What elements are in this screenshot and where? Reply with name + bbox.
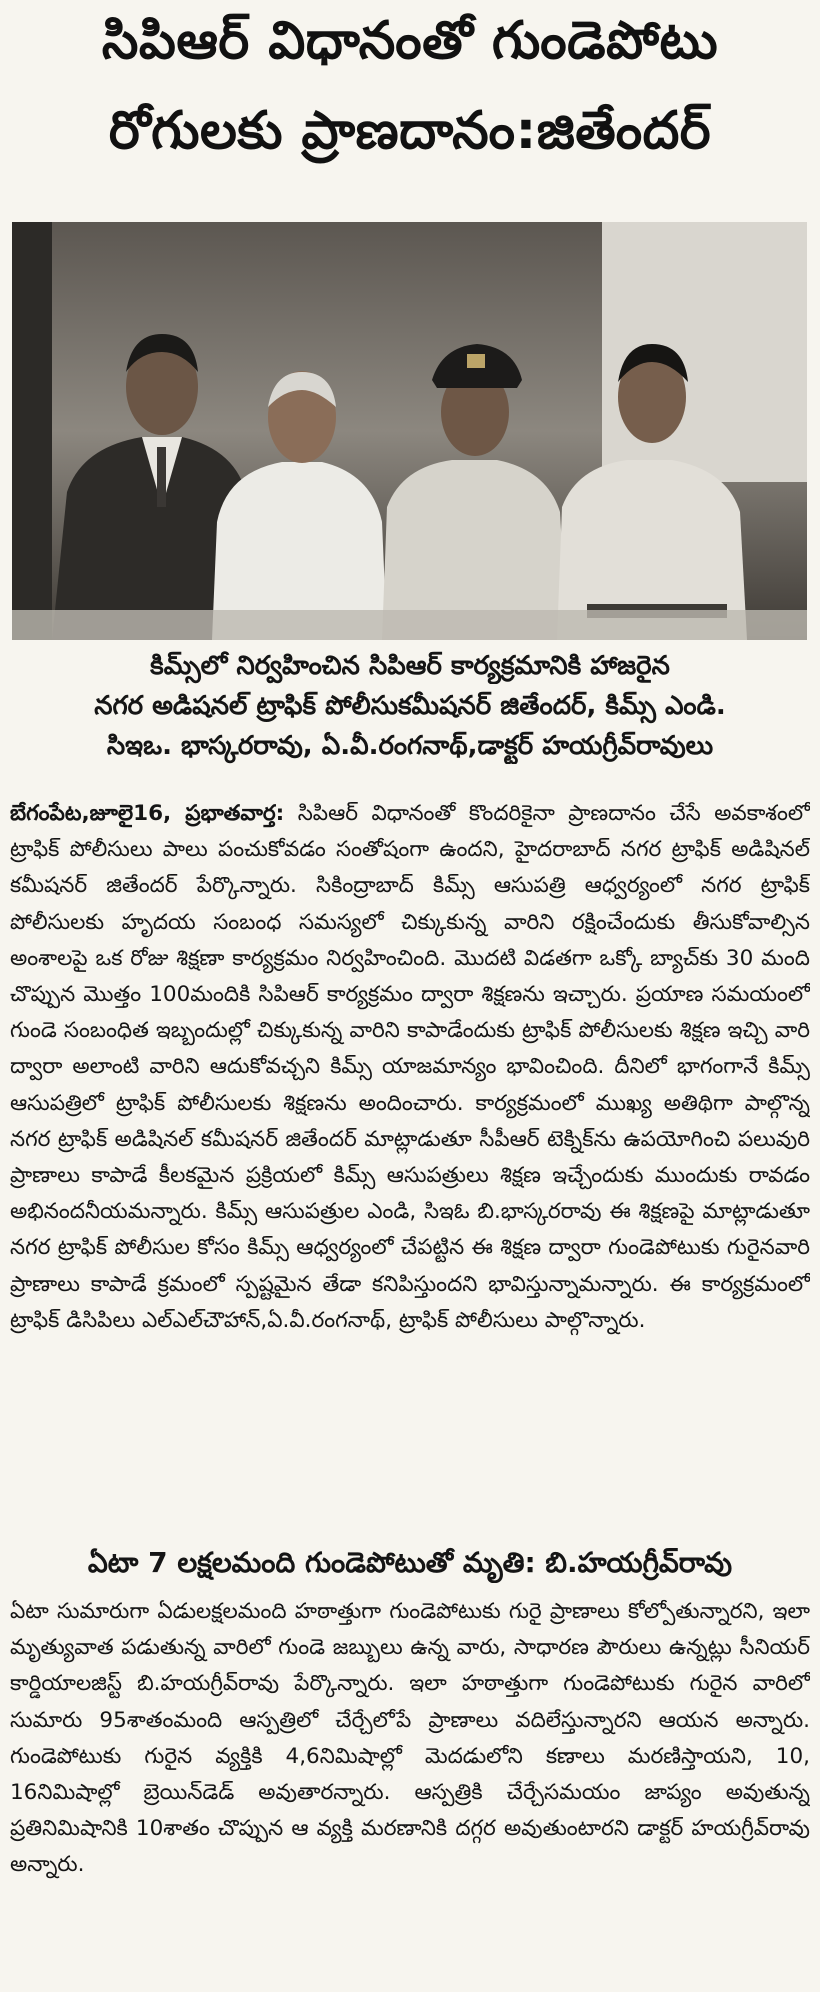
article-paragraph-1 [10,796,810,1534]
headline-line-1: సిపిఆర్ విధానంతో గుండెపోటు [101,11,719,71]
article-paragraph-2: ఏటా సుమారుగా ఏడులక్షలమంది హఠాత్తుగా గుండెపోటుకు గురై ప్రాణాలు కోల్పోతున్నారని, ఇలా మృత్యువాత పడుతున్న వారిలో గుండె జబ్బులు ఉన్న వారు, సాధారణ పౌరులు ఉన్నట్లు సీనియర్ కార్డియాలజిస్ట్ బి.హయగ్రీవ్‌రావు పేర్కొన్నారు. ఇలా హఠాత్తుగా గుండెపోటుకు గురైన వారిలో సుమారు 95శాతంమంది ఆస్పత్రిలో చేర్చేలోపే ప్రాణాలు వదిలేస్తున్నారని ఆయన అన్నారు. గుండెపోటుకు గురైన వ్యక్తికి 4,6నిమిషాల్లో మెదడులోని కణాలు మరణిస్తాయని, 10, 16నిమిషాల్లో బ్రెయిన్‌డెడ్ అవుతారన్నారు. ఆస్పత్రికి చేర్చేసమయం జాప్యం అవుతున్న ప్రతినిమిషానికి 10శాతం చొప్పున ఆ వ్యక్తి మరణానికి దగ్గర అవుతుంటారని డాక్టర్ హయగ్రీవ్‌రావు అన్నారు. [10,1599,810,1878]
photo-caption-line-3: సిఇఒ. భాస్కరరావు, ఏ.వీ.రంగనాథ్,డాక్టర్ హయగ్రీవ్‌రావులు [106,731,714,761]
headline-line-2: రోగులకు ప్రాణదానం:జితేందర్ [108,101,712,161]
article-dateline: బేగంపేట,జూలై16, ప్రభాతవార్త: [10,801,285,826]
article-subheading: ఏటా 7 లక్షలమంది గుండెపోటుతో మృతి: బి.హయగ్రీవ్‌రావు [87,1546,733,1579]
news-photo [12,222,807,640]
photo-caption-line-1: కిమ్స్‌లో నిర్వహించిన సిపిఆర్ కార్యక్రమానికి హాజరైన [150,651,670,681]
photo-caption-line-2: నగర అడిషనల్ ట్రాఫిక్ పోలీసుకమీషనర్ జితేందర్, కిమ్స్ ఎండి. [94,691,726,721]
person-group-photo-icon [12,222,807,640]
article-body-1: సిపిఆర్ విధానంతో కొందరికైనా ప్రాణదానం చేసే అవకాశంలో ట్రాఫిక్ పోలీసులు పాలు పంచుకోవడం సంతోషంగా ఉందని, హైదరాబాద్ నగర ట్రాఫిక్ అడిషినల్ కమీషనర్ జితేందర్ పేర్కొన్నారు. సికింద్రాబాద్ కిమ్స్ ఆసుపత్రి ఆధ్వర్యంలో నగర ట్రాఫిక్ పోలీసులకు హృదయ సంబంధ సమస్యలో చిక్కుకున్న వారిని రక్షించేందుకు తీసుకోవాల్సిన అంశాలపై ఒక రోజు శిక్షణా కార్యక్రమం నిర్వహించింది. మొదటి విడతగా ఒక్కో బ్యాచ్‌కు 30 మంది చొప్పున మొత్తం 100మందికి సిపిఆర్ కార్యక్రమం ద్వారా శిక్షణను ఇచ్చారు. ప్రయాణ సమయంలో గుండె సంబంధిత ఇబ్బందుల్లో చిక్కుకున్న వారిని కాపాడేందుకు ట్రాఫిక్ పోలీసులకు శిక్షణ ఇచ్చి వారి ద్వారా అలాంటి వారిని ఆదుకోవచ్చని కిమ్స్ యాజమాన్యం భావించింది. దీనిలో భాగంగానే కిమ్స్ ఆసుపత్రిలో ట్రాఫిక్ పోలీసులకు శిక్షణను అందించారు. కార్యక్రమంలో ముఖ్య అతిథిగా పాల్గొన్న నగర ట్రాఫిక్ అడిషినల్ కమీషనర్ జితేందర్ మాట్లాడుతూ సీపీఆర్ టెక్నిక్‌ను ఉపయోగించి పలువురి ప్రాణాలు కాపాడే కీలకమైన ప్రక్రియలో కిమ్స్ ఆసుపత్రులు శిక్షణ ఇచ్చేందుకు ముందుకు రావడం అభినందనీయమన్నారు. కిమ్స్ ఆసుపత్రుల ఎండి, సిఇఓ బి.భాస్కరరావు ఈ శిక్షణపై మాట్లాడుతూ నగర ట్రాఫిక్ పోలీసుల కోసం కిమ్స్ ఆధ్వర్యంలో చేపట్టిన ఈ శిక్షణ ద్వారా గుండెపోటుకు గురైనవారి ప్రాణాలు కాపాడే క్రమంలో స్పష్టమైన తేడా కనిపిస్తుందని భావిస్తున్నామన్నారు. ఈ కార్యక్రమంలో ట్రాఫిక్ డిసిపిలు ఎల్ఎల్‌చౌహాన్,ఏ.వీ.రంగనాథ్, ట్రాఫిక్ పోలీసులు పాల్గొన్నారు. [10,801,810,1333]
